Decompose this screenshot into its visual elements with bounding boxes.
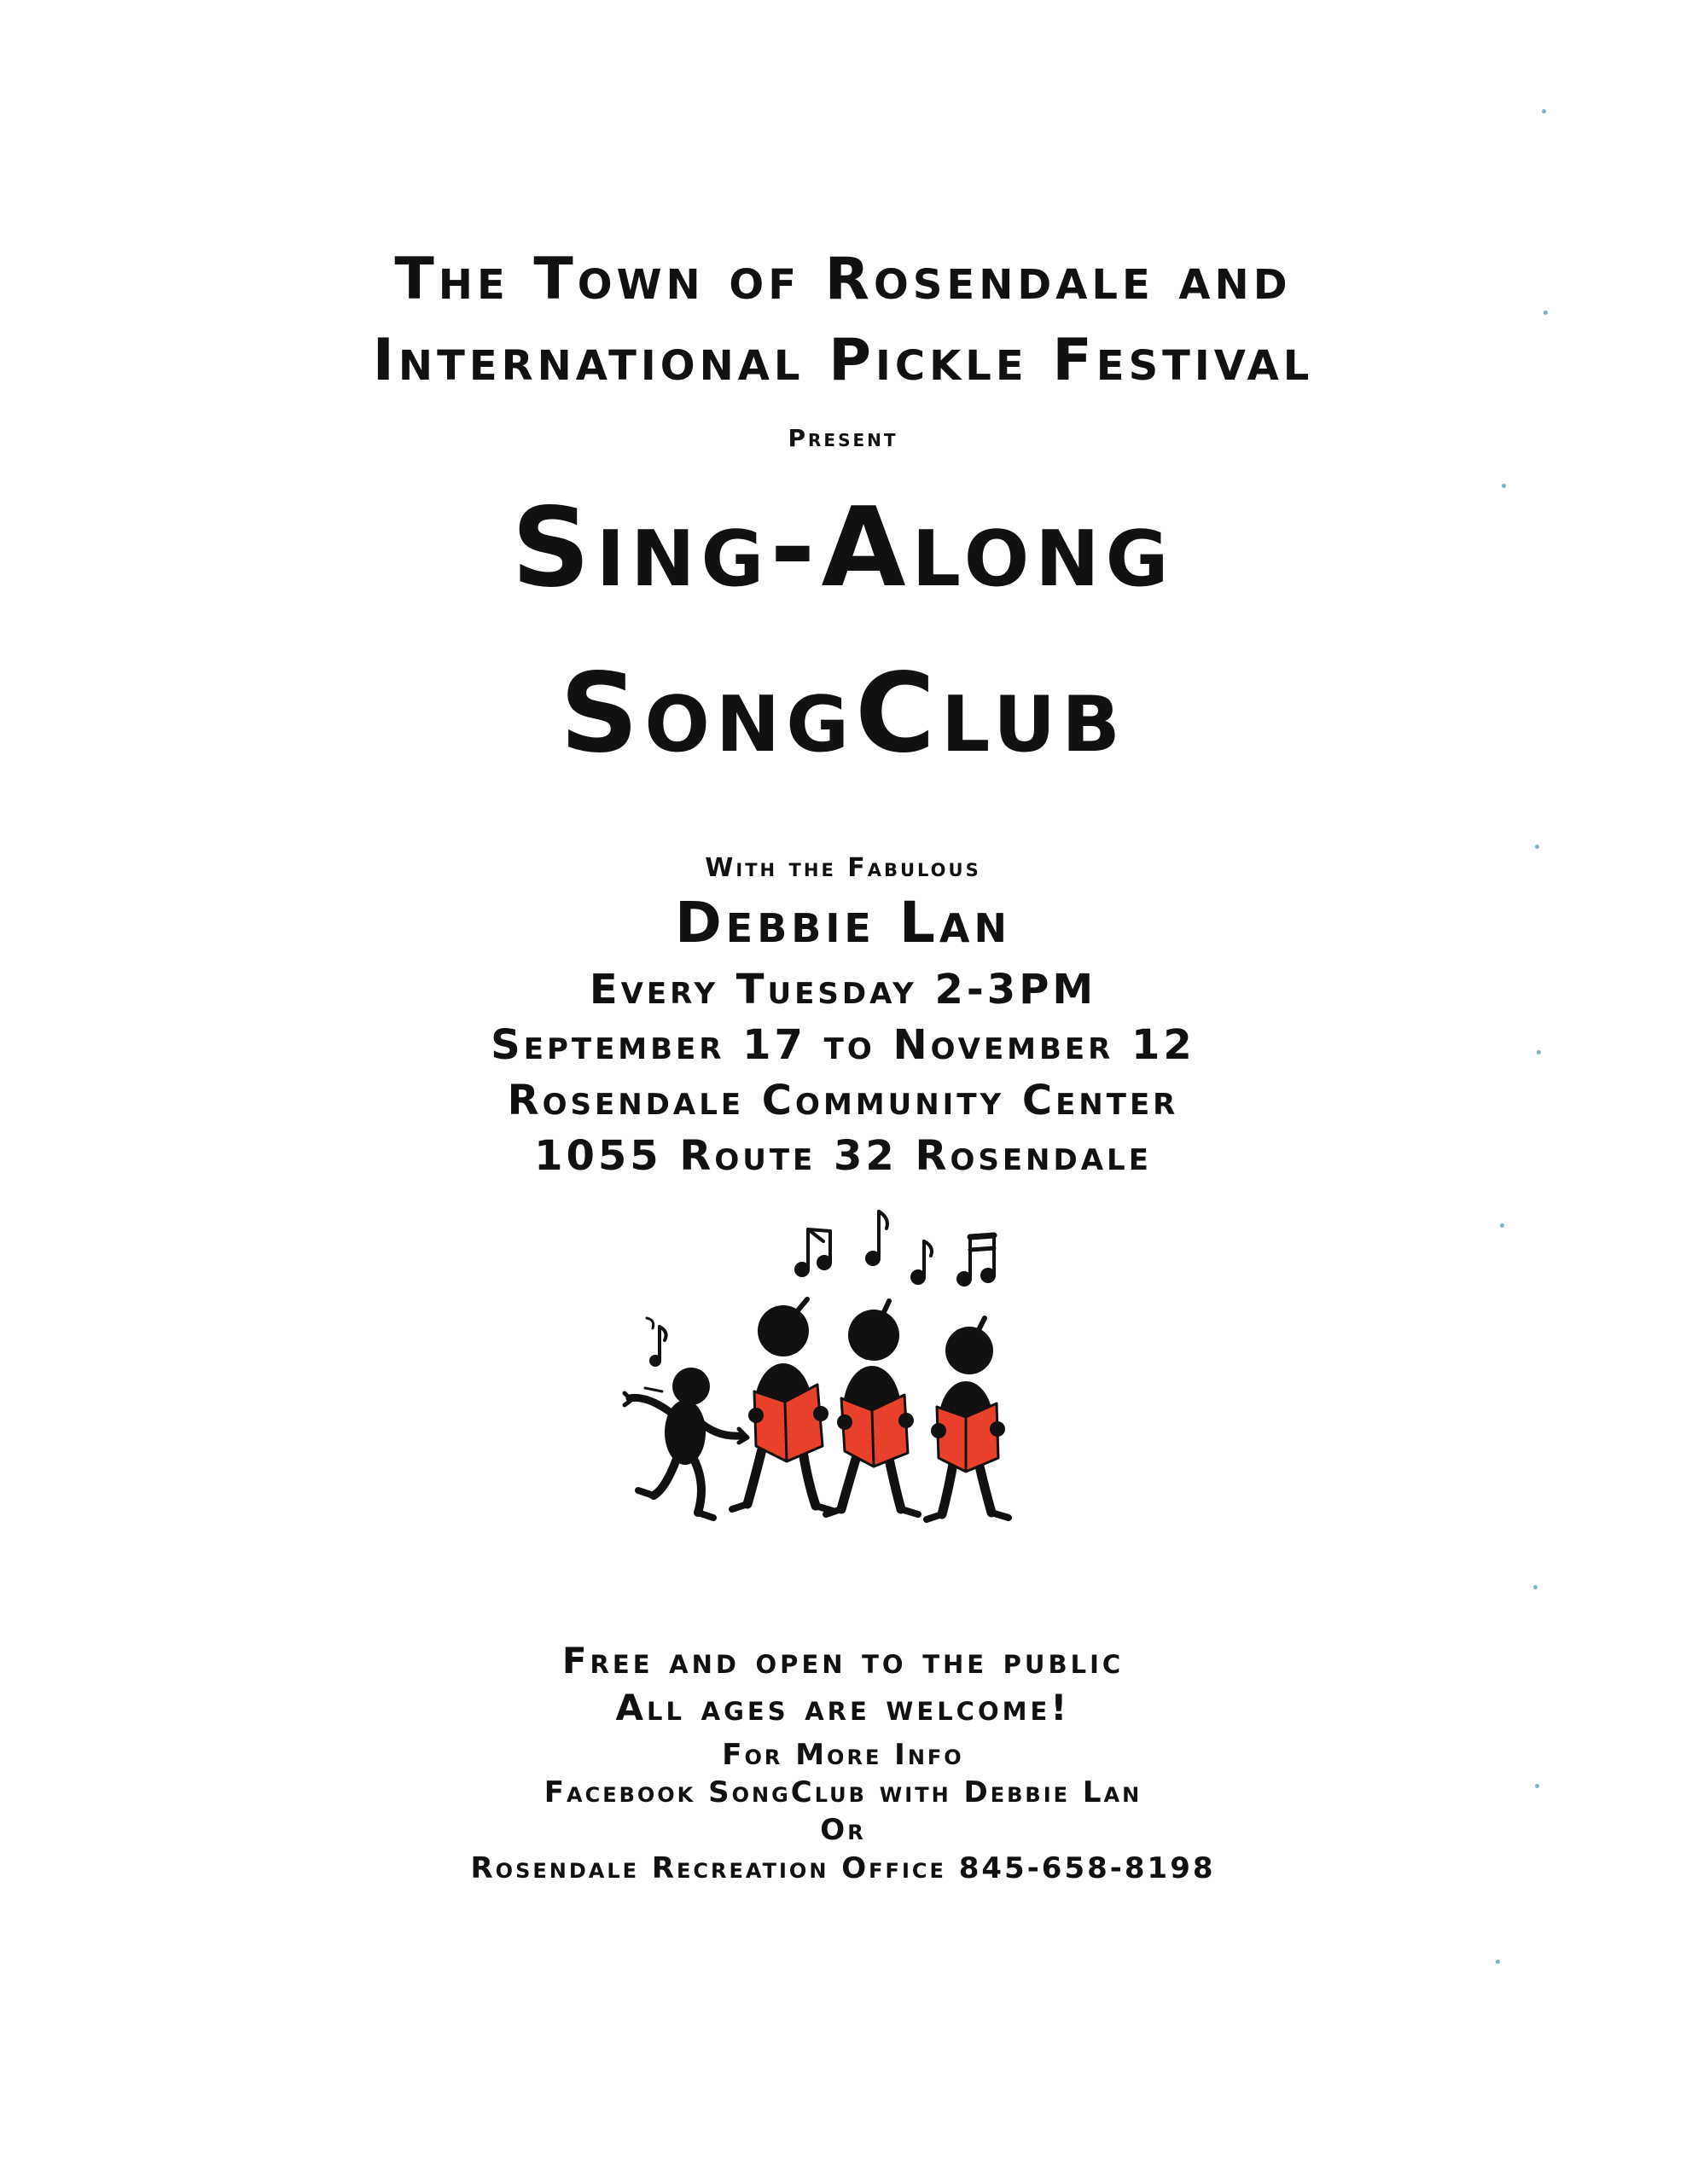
scan-speck xyxy=(1542,109,1546,113)
event-title-line-2: SongClub xyxy=(560,650,1126,777)
more-info-label: For More Info xyxy=(722,1738,964,1772)
event-venue: Rosendale Community Center xyxy=(507,1077,1179,1124)
free-admission-note: Free and open to the public xyxy=(561,1640,1125,1682)
recreation-office-contact: Rosendale Recreation Office 845-658-8198 xyxy=(470,1851,1216,1885)
facebook-contact: Facebook SongClub with Debbie Lan xyxy=(544,1775,1142,1809)
scan-speck xyxy=(1533,1585,1538,1589)
all-ages-note: All ages are welcome! xyxy=(615,1687,1071,1728)
scan-speck xyxy=(1502,484,1506,488)
scan-speck xyxy=(1535,845,1539,849)
scan-speck xyxy=(1537,1050,1541,1054)
music-notes xyxy=(647,1211,996,1367)
with-label: With the Fabulous xyxy=(705,853,981,883)
event-address: 1055 Route 32 Rosendale xyxy=(534,1132,1152,1180)
scan-speck xyxy=(1500,1223,1504,1228)
organizer-line-2: International Pickle Festival xyxy=(372,327,1314,394)
or-label: Or xyxy=(820,1813,866,1847)
event-dates: September 17 to November 12 xyxy=(491,1021,1195,1069)
event-schedule: Every Tuesday 2-3PM xyxy=(589,966,1097,1014)
organizer-line-1: The Town of Rosendale and xyxy=(394,246,1292,313)
present-label: Present xyxy=(788,424,898,452)
performer-name: Debbie Lan xyxy=(674,890,1011,956)
scan-speck xyxy=(1544,311,1548,315)
scan-speck xyxy=(1535,1784,1539,1788)
conductor-figure xyxy=(625,1368,747,1518)
scan-speck xyxy=(1496,1960,1500,1964)
singing-choir-icon xyxy=(613,1190,1065,1557)
event-title-line-1: Sing-Along xyxy=(511,485,1175,612)
